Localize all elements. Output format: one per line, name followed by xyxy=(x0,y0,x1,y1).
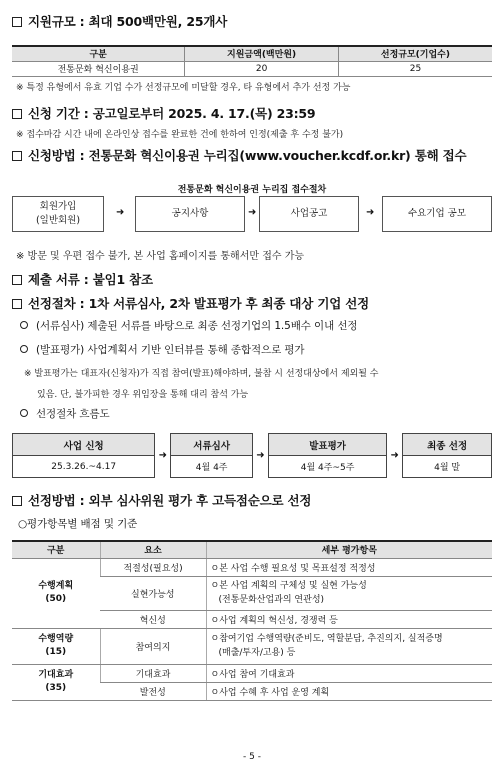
support-amount-table xyxy=(12,45,492,77)
arrow-right-icon: ➜ xyxy=(116,207,125,218)
element-cell: 적절성(필요성) xyxy=(100,558,206,576)
checkbox-square-icon xyxy=(12,496,22,506)
flow-step-signup: 회원가입 (일반회원) xyxy=(12,196,104,232)
table-header: 구분 xyxy=(12,541,100,558)
flow-title: 전통문화 혁신이용권 누리집 접수절차 xyxy=(177,185,327,195)
section-application-period: 신청 기간 : 공고일로부터 2025. 4. 17.(목) 23:59 xyxy=(12,104,315,122)
checkbox-square-icon xyxy=(12,299,22,309)
bullet-flowchart: 선정절차 흐름도 xyxy=(20,406,110,421)
table-header: 세부 평가항목 xyxy=(206,541,492,558)
table-cell: 4월 4주~5주 xyxy=(268,456,386,478)
section-selection-procedure: 선정절차 : 1차 서류심사, 2차 발표평가 후 최종 대상 기업 선정 xyxy=(12,294,369,312)
table-row xyxy=(12,628,492,664)
detail-cell: ㅇ사업 계획의 혁신성, 경쟁력 등 xyxy=(206,610,492,628)
circle-bullet-icon xyxy=(20,345,28,353)
element-cell: 발전성 xyxy=(100,682,206,700)
table-row xyxy=(12,558,492,576)
group-cell: 수행계획 (50) xyxy=(12,558,100,628)
section-selection-method: 선정방법 : 외부 심사위원 평가 후 고득점순으로 선정 xyxy=(12,491,311,509)
subheading-criteria: ○평가항목별 배점 및 기준 xyxy=(18,518,138,530)
checkbox-square-icon xyxy=(12,17,22,27)
flow-step-recruitment: 수요기업 공모 xyxy=(382,196,492,232)
arrow-right-icon: ➜ xyxy=(248,207,257,218)
note-extra-selection: ※ 특정 유형에서 유효 기업 수가 선정규모에 미달할 경우, 타 유형에서 추가 선정 가능 xyxy=(16,83,351,93)
section-application-method: 신청방법 : 전통문화 혁신이용권 누리집(www.voucher.kcdf.or.kr) 통해 접수 xyxy=(12,146,466,164)
detail-cell: ㅇ본 사업 수행 필요성 및 목표설정 적정성 xyxy=(206,558,492,576)
circle-bullet-icon xyxy=(20,321,28,329)
element-cell: 실현가능성 xyxy=(100,576,206,610)
group-cell: 기대효과 (35) xyxy=(12,664,100,700)
note-online-only: ※ 방문 및 우편 접수 불가, 본 사업 홈페이지를 통해서만 접수 가능 xyxy=(16,251,305,262)
element-cell: 참여의지 xyxy=(100,628,206,664)
element-cell: 혁신성 xyxy=(100,610,206,628)
note-presentation-a: ※ 발표평가는 대표자(신청자)가 직접 참여(발표)해야하며, 불참 시 선정대상에서 제외될 수 xyxy=(24,369,379,379)
table-cell: 25.3.26.~4.17 xyxy=(13,456,155,478)
flow-step-announcement: 사업공고 xyxy=(259,196,359,232)
table-header: 요소 xyxy=(100,541,206,558)
arrow-right-icon: ➜ xyxy=(387,434,403,478)
note-presentation-b: 있음. 단, 불가피한 경우 위임장을 통해 대리 참석 가능 xyxy=(37,390,249,400)
page-number: - 5 - xyxy=(243,752,261,762)
checkbox-square-icon xyxy=(12,109,22,119)
detail-cell: ㅇ참여기업 수행역량(준비도, 역할분담, 추진의지, 실적증명 (매출/투자/고용) 등 xyxy=(206,628,492,664)
table-header: 구분 xyxy=(12,46,185,61)
table-cell: 20 xyxy=(185,61,339,76)
evaluation-criteria-table xyxy=(12,540,492,701)
detail-cell: ㅇ사업 참여 기대효과 xyxy=(206,664,492,682)
bullet-document-review: (서류심사) 제출된 서류를 바탕으로 최종 선정기업의 1.5배수 이내 선정 xyxy=(20,318,357,333)
table-header: 발표평가 xyxy=(268,434,386,456)
arrow-right-icon: ➜ xyxy=(252,434,268,478)
table-cell: 전통문화 혁신이용권 xyxy=(12,61,185,76)
table-header: 최종 선정 xyxy=(403,434,492,456)
table-row xyxy=(12,664,492,682)
section-support-scale: 지원규모 : 최대 500백만원, 25개사 xyxy=(12,12,227,30)
table-header: 선정규모(기업수) xyxy=(338,46,492,61)
bullet-presentation: (발표평가) 사업계획서 기반 인터뷰를 통해 종합적으로 평가 xyxy=(20,342,304,357)
group-cell: 수행역량 (15) xyxy=(12,628,100,664)
table-cell: 4월 4주 xyxy=(171,456,253,478)
detail-cell: ㅇ사업 수혜 후 사업 운영 계획 xyxy=(206,682,492,700)
arrow-right-icon: ➜ xyxy=(366,207,375,218)
table-cell: 25 xyxy=(338,61,492,76)
checkbox-square-icon xyxy=(12,151,22,161)
selection-flow-table xyxy=(12,433,492,478)
arrow-right-icon: ➜ xyxy=(155,434,171,478)
element-cell: 기대효과 xyxy=(100,664,206,682)
checkbox-square-icon xyxy=(12,275,22,285)
table-header: 서류심사 xyxy=(171,434,253,456)
detail-cell: ㅇ본 사업 계획의 구체성 및 실현 가능성 (전통문화산업과의 연관성) xyxy=(206,576,492,610)
table-cell: 4월 말 xyxy=(403,456,492,478)
circle-bullet-icon xyxy=(20,409,28,417)
flow-step-notice: 공지사항 xyxy=(135,196,245,232)
note-deadline: ※ 접수마감 시간 내에 온라인상 접수를 완료한 건에 한하여 인정(제출 후 수정 불가) xyxy=(16,130,344,140)
section-documents: 제출 서류 : 붙임1 참조 xyxy=(12,270,153,288)
table-header: 지원금액(백만원) xyxy=(185,46,339,61)
table-header: 사업 신청 xyxy=(13,434,155,456)
